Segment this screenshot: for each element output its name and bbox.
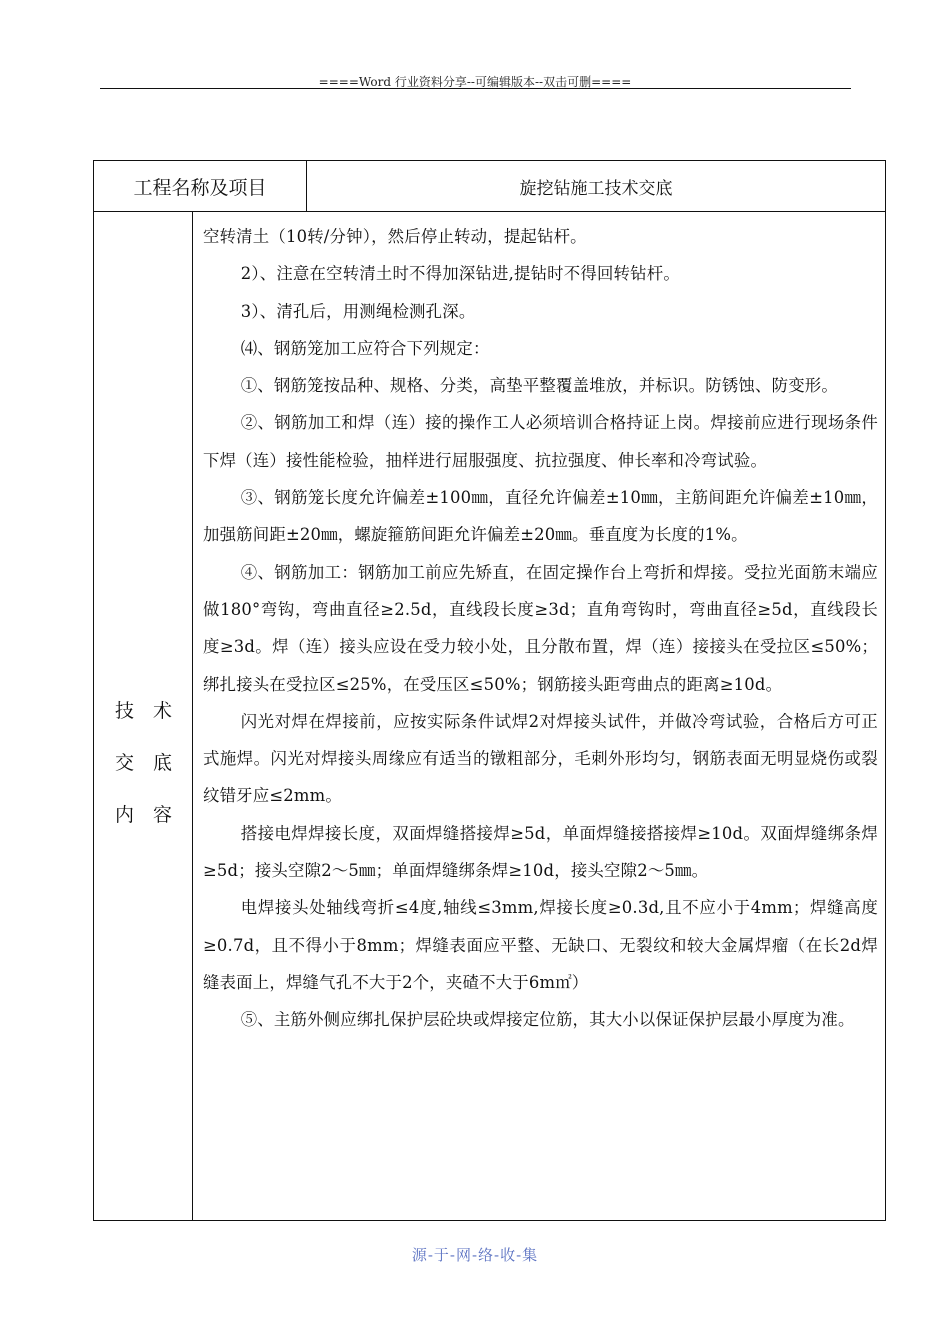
- content-paragraph: 2）、注意在空转清土时不得加深钻进,提钻时不得回转钻杆。: [240, 264, 680, 284]
- project-name-label: 工程名称及项目: [94, 161, 307, 211]
- side-label-cell: [94, 212, 193, 1220]
- table-header-row: [94, 161, 885, 212]
- side-label: [94, 696, 193, 852]
- disclosure-table: [93, 160, 886, 1221]
- content-paragraph: 电焊接头处轴线弯折≤4度,轴线≤3mm,焊接长度≥0.3d,且不应小于4mm；焊缝高度≥0.7d，且不得小于8mm；焊缝表面应平整、无缺口、无裂纹和较大金属焊瘤（在长2d焊缝表面上，焊缝气孔不大于2个，夹碴不大于6m㎡）: [203, 898, 878, 992]
- side-label-line: 交 底: [114, 752, 172, 774]
- content-paragraph: 搭接电焊焊接长度，双面焊缝搭接焊≥5d，单面焊缝接搭接焊≥10d。双面焊缝绑条焊≥5d；接头空隙2～5㎜；单面焊缝绑条焊≥10d，接头空隙2～5㎜。: [203, 823, 878, 881]
- content-paragraph: 3）、清孔后，用测绳检测孔深。: [240, 301, 476, 321]
- side-label-line: 内 容: [114, 804, 172, 826]
- content-cell: [193, 212, 885, 1220]
- page-footer-text: 源-于-网-络-收-集: [411, 1246, 539, 1264]
- side-label-line: 技 术: [114, 700, 172, 722]
- content-paragraph: ①、钢筋笼按品种、规格、分类，高垫平整覆盖堆放，并标识。防锈蚀、防变形。: [240, 376, 838, 396]
- content-paragraph: ⑤、主筋外侧应绑扎保护层砼块或焊接定位筋，其大小以保证保护层最小厚度为准。: [240, 1010, 855, 1030]
- project-name-value: 旋挖钻施工技术交底: [519, 178, 673, 199]
- content-paragraph: ④、钢筋加工：钢筋加工前应先矫直，在固定操作台上弯折和焊接。受拉光面筋末端应做180°弯钩，弯曲直径≥2.5d，直线段长度≥3d；直角弯钩时，弯曲直径≥5d，直线段长度≥3d。焊（连）接头应设在受力较小处，且分散布置，焊（连）接接头在受拉区≤50%；绑扎接头在受拉区≤25%，在受压区≤50%；钢筋接头距弯曲点的距离≥10d。: [203, 562, 878, 694]
- content-paragraph: ③、钢筋笼长度允许偏差±100㎜，直径允许偏差±10㎜，主筋间距允许偏差±10㎜，加强筋间距±20㎜，螺旋箍筋间距允许偏差±20㎜。垂直度为长度的1%。: [203, 488, 878, 545]
- content-paragraph: ②、钢筋加工和焊（连）接的操作工人必须培训合格持证上岗。焊接前应进行现场条件下焊（连）接性能检验，抽样进行屈服强度、抗拉强度、伸长率和冷弯试验。: [203, 413, 878, 470]
- content-paragraph: ⑷、钢筋笼加工应符合下列规定：: [240, 338, 490, 358]
- content-paragraph: 闪光对焊在焊接前，应按实际条件试焊2对焊接头试件，并做冷弯试验，合格后方可正式施焊。闪光对焊接头周缘应有适当的镦粗部分，毛刺外形均匀，钢筋表面无明显烧伤或裂纹错牙应≤2mm。: [203, 711, 878, 806]
- page-header-text: ====Word 行业资料分享--可编辑版本--双击可删====: [318, 75, 632, 89]
- content-paragraph: 空转清土（10转/分钟），然后停止转动，提起钻杆。: [203, 227, 587, 246]
- header-divider: [100, 88, 851, 89]
